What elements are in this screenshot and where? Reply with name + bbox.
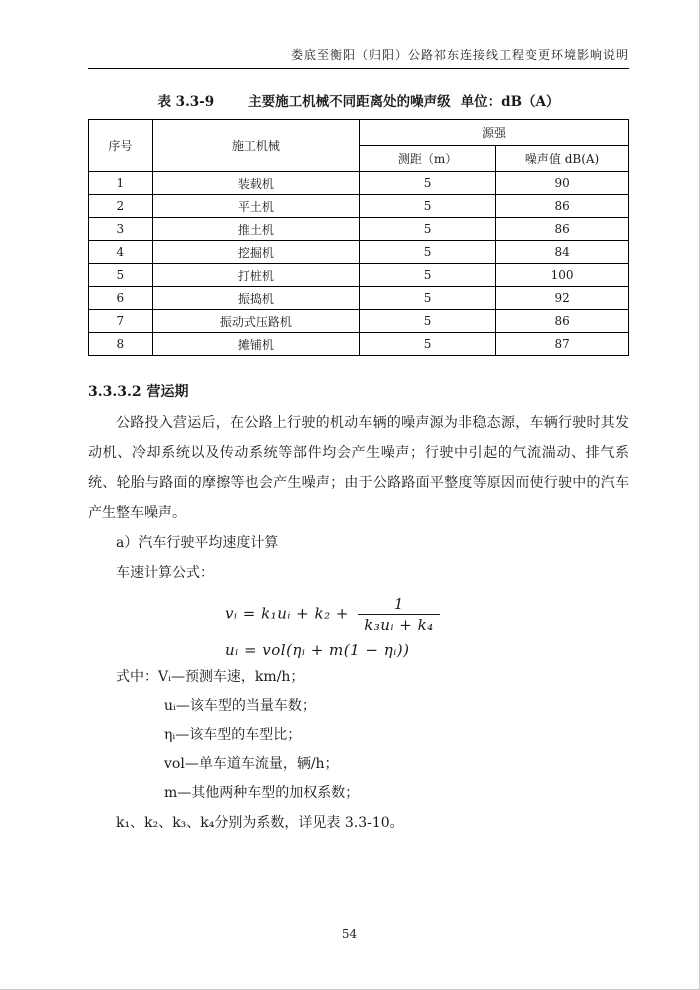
page-header: [88, 46, 629, 69]
col-header-no: 序号: [89, 120, 153, 172]
definition-term: uᵢ: [164, 698, 176, 714]
table-row: [89, 241, 629, 264]
definition-desc: —该车型的当量车数；: [175, 698, 316, 714]
cell-machine: 平土机: [152, 195, 359, 218]
cell-machine: 摊铺机: [152, 333, 359, 356]
col-header-source: 源强: [360, 120, 629, 146]
cell-no: 1: [89, 172, 153, 195]
formula-intro: 车速计算公式：: [116, 565, 214, 581]
col-header-noise: 噪声值 dB(A): [496, 146, 629, 172]
cell-machine: 装载机: [152, 172, 359, 195]
coefficients-note: k₁、k₂、k₃、k₄分别为系数，详见表 3.3-10。: [116, 815, 404, 831]
cell-no: 7: [89, 310, 153, 333]
cell-machine: 打桩机: [152, 264, 359, 287]
cell-noise: 86: [496, 218, 629, 241]
definition-desc: —预测车速，km/h；: [170, 669, 305, 685]
cell-noise: 90: [496, 172, 629, 195]
cell-noise: 92: [496, 287, 629, 310]
table-caption: [88, 90, 629, 110]
section-heading: 3.3.3.2 营运期: [88, 384, 189, 400]
fraction-denominator: k₃uᵢ + k₄: [364, 616, 434, 634]
formula-volume: uᵢ = vol(ηᵢ + m(1 − ηᵢ)): [225, 641, 410, 659]
definition-term: Vᵢ: [158, 669, 171, 685]
fraction-numerator: 1: [358, 595, 440, 615]
cell-noise: 100: [496, 264, 629, 287]
cell-no: 8: [89, 333, 153, 356]
page-number: 54: [341, 927, 358, 941]
cell-distance: 5: [360, 241, 496, 264]
definitions-label: 式中：: [116, 669, 158, 685]
definition-item: [88, 692, 629, 721]
table-row: [89, 172, 629, 195]
definition-term: m: [164, 785, 178, 801]
cell-distance: 5: [360, 264, 496, 287]
formula-block: [225, 595, 629, 659]
cell-machine: 振动式压路机: [152, 310, 359, 333]
table-caption-label: 表 3.3-9: [157, 94, 215, 110]
cell-distance: 5: [360, 333, 496, 356]
list-item-a: a）汽车行驶平均速度计算: [116, 535, 279, 551]
cell-machine: 挖掘机: [152, 241, 359, 264]
header-title: 娄底至衡阳（归阳）公路祁东连接线工程变更环境影响说明: [290, 48, 629, 62]
definition-item: [88, 721, 629, 750]
cell-distance: 5: [360, 287, 496, 310]
cell-no: 2: [89, 195, 153, 218]
definition-desc: —该车型的车型比；: [175, 727, 302, 743]
formula-speed: [225, 595, 629, 634]
cell-noise: 84: [496, 241, 629, 264]
cell-no: 5: [89, 264, 153, 287]
definition-item: [88, 779, 629, 808]
col-header-machine: 施工机械: [152, 120, 359, 172]
cell-no: 6: [89, 287, 153, 310]
cell-noise: 86: [496, 310, 629, 333]
formula-speed-lead: vᵢ = k₁uᵢ + k₂ +: [225, 604, 349, 623]
cell-machine: 推土机: [152, 218, 359, 241]
cell-no: 3: [89, 218, 153, 241]
table-row: [89, 264, 629, 287]
col-header-distance: 测距（m）: [360, 146, 496, 172]
table-row: [89, 287, 629, 310]
cell-distance: 5: [360, 218, 496, 241]
cell-distance: 5: [360, 195, 496, 218]
fraction: [358, 595, 440, 634]
table-row: [89, 333, 629, 356]
page-footer: [0, 927, 699, 941]
table-row: [89, 195, 629, 218]
definitions-list: [88, 663, 629, 838]
definition-item: [88, 750, 629, 779]
cell-distance: 5: [360, 310, 496, 333]
definition-term: ηᵢ: [164, 727, 176, 743]
definition-term: vol: [164, 756, 185, 772]
noise-level-table: [88, 119, 629, 356]
definition-item: [88, 663, 629, 692]
cell-machine: 振捣机: [152, 287, 359, 310]
table-caption-unit: 单位：dB（A）: [460, 94, 560, 110]
definition-desc: —其他两种车型的加权系数；: [177, 785, 360, 801]
cell-noise: 86: [496, 195, 629, 218]
body-paragraph: 公路投入营运后，在公路上行驶的机动车辆的噪声源为非稳态源，车辆行驶时其发动机、冷却系统以及传动系统等部件均会产生噪声；行驶中引起的气流湍动、排气系统、轮胎与路面的摩擦等也会产生噪声；由于公路路面平整度等原因而使行驶中的汽车产生整车噪声。: [88, 415, 629, 521]
definition-desc: —单车道车流量，辆/h；: [184, 756, 339, 772]
cell-noise: 87: [496, 333, 629, 356]
cell-distance: 5: [360, 172, 496, 195]
table-caption-text: 主要施工机械不同距离处的噪声级: [248, 94, 451, 110]
table-row: [89, 310, 629, 333]
table-row: [89, 218, 629, 241]
cell-no: 4: [89, 241, 153, 264]
